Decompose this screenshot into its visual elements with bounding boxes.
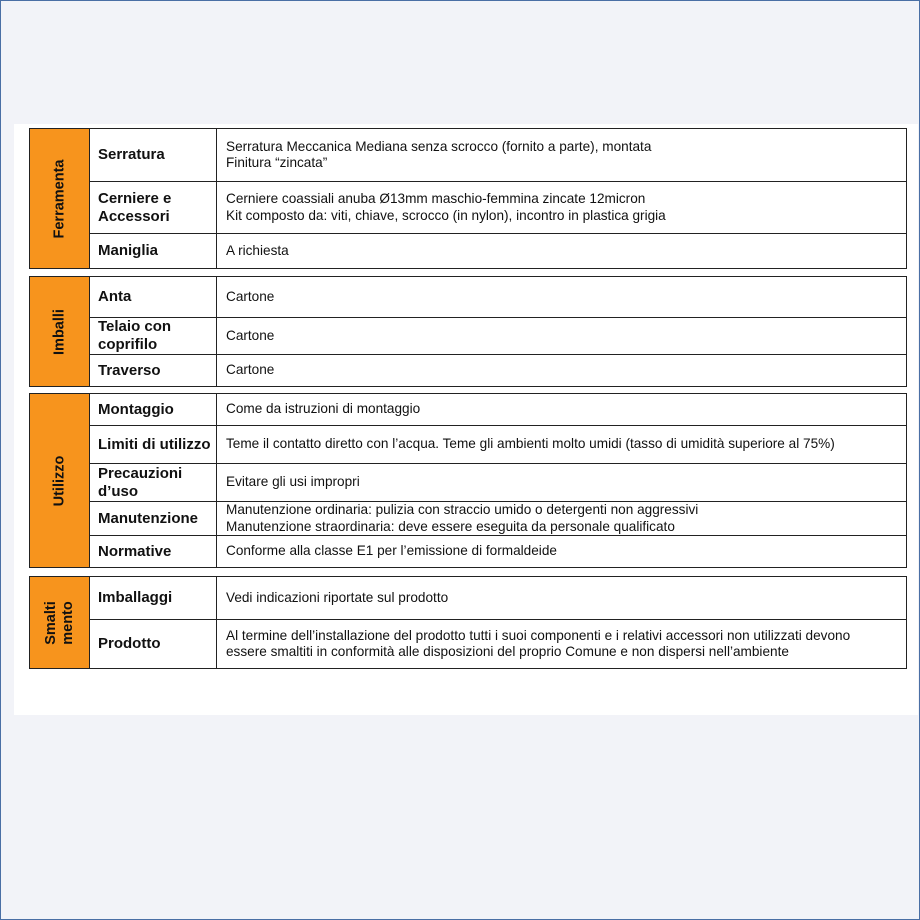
category-label-line: mento [59,600,76,645]
category-label [51,159,68,238]
value-line: Conforme alla classe E1 per l’emissione di formaldeide [226,543,557,559]
table-row [90,577,906,620]
value-line: Vedi indicazioni riportate sul prodotto [226,589,449,605]
row-value [217,182,906,233]
row-label: Cerniere e Accessori [90,182,217,233]
table-row [90,464,906,502]
group-smaltimento [29,576,907,669]
row-value [217,394,906,425]
table-row [90,318,906,355]
table-row [90,182,906,234]
row-value [217,318,906,354]
table-row [90,620,906,668]
table-row [90,394,906,426]
row-value [217,464,906,501]
group-imballi [29,276,907,387]
value-line: Evitare gli usi impropri [226,474,360,490]
table-row [90,426,906,464]
table-row [90,536,906,567]
rows [90,277,906,386]
value-line: essere smaltiti in conformità alle disposizioni del proprio Comune e non dispersi nell’ambiente [226,644,789,659]
row-label: Telaio con coprifilo [90,318,217,354]
group-ferramenta [29,128,907,269]
row-value [217,355,906,386]
row-label: Montaggio [90,394,217,425]
row-label: Serratura [90,129,217,181]
value-line: Teme il contatto diretto con l’acqua. Teme gli ambienti molto umidi (tasso di umidità superiore al 75%) [226,436,835,452]
row-value [217,536,906,567]
row-label: Imballaggi [90,577,217,619]
value-line: Manutenzione ordinaria: pulizia con straccio umido o detergenti non aggressivi [226,502,699,517]
row-label: Normative [90,536,217,567]
group-utilizzo [29,393,907,568]
rows [90,129,906,268]
row-label: Maniglia [90,234,217,268]
category-cell [30,129,90,268]
row-label: Manutenzione [90,502,217,535]
row-value [217,129,906,181]
row-label: Limiti di utilizzo [90,426,217,463]
row-value [217,277,906,317]
value-line: Al termine dell’installazione del prodotto tutti i suoi componenti e i relativi accessori non utilizzati devono [226,627,851,643]
value-line: Serratura Meccanica Mediana senza scrocco (fornito a parte), montata [226,138,652,154]
category-cell [30,394,90,567]
category-label [51,309,68,355]
row-value [217,577,906,619]
category-label-line: Imballi [51,308,67,355]
table-row [90,502,906,536]
category-label-line: Smalti [42,600,59,645]
category-label [51,455,68,506]
rows [90,577,906,668]
table-row [90,129,906,182]
row-value [217,502,906,535]
value-line: Finitura “zincata” [226,155,328,170]
row-value [217,620,906,668]
value-line: Come da istruzioni di montaggio [226,401,421,417]
value-line: Cerniere coassiali anuba Ø13mm maschio-femmina zincate 12micron [226,191,646,206]
row-label: Precauzioni d’uso [90,464,217,501]
value-line: Cartone [226,288,275,304]
table-row [90,355,906,386]
row-label: Traverso [90,355,217,386]
value-line: A richiesta [226,242,289,258]
row-value [217,234,906,268]
category-label-line: Utilizzo [51,455,67,506]
category-label-line: Ferramenta [51,159,67,238]
value-line: Cartone [226,327,275,343]
value-line: Manutenzione straordinaria: deve essere eseguita da personale qualificato [226,518,675,534]
row-value [217,426,906,463]
rows [90,394,906,567]
value-line: Cartone [226,362,275,378]
table-row [90,277,906,318]
row-label: Anta [90,277,217,317]
category-cell [30,577,90,668]
table-row [90,234,906,268]
value-line: Kit composto da: viti, chiave, scrocco (in nylon), incontro in plastica grigia [226,207,666,223]
category-label [43,601,77,645]
row-label: Prodotto [90,620,217,668]
category-cell [30,277,90,386]
